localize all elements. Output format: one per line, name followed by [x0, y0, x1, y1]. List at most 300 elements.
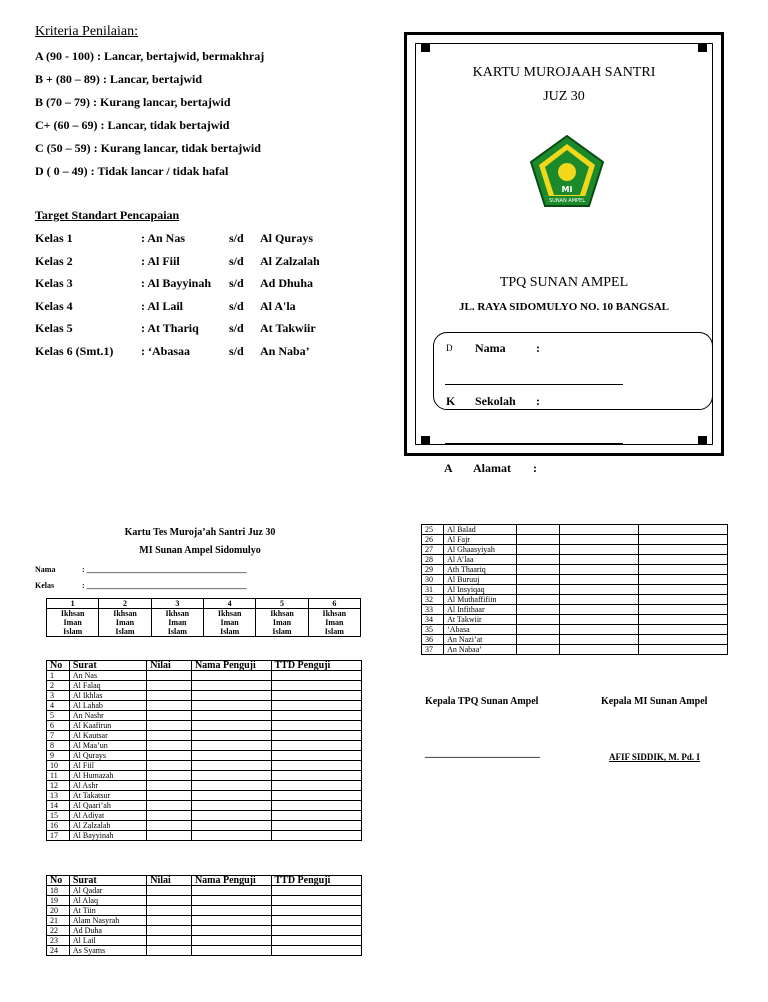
surah-number: 3: [47, 691, 70, 701]
surah-number: 36: [422, 635, 444, 645]
table-row: [47, 946, 362, 956]
empty-cell: [191, 896, 271, 906]
surah-name: Al Kaafirun: [69, 721, 146, 731]
alamat-colon: :: [533, 461, 537, 475]
surah-number: 5: [47, 711, 70, 721]
target-from: : Al Fiil: [141, 253, 180, 268]
criteria-row: B + (80 – 89) : Lancar, bertajwid: [35, 72, 203, 86]
empty-cell: [559, 525, 638, 535]
surah-name: Al Falaq: [69, 681, 146, 691]
target-title: Target Standart Pencapaian: [35, 208, 180, 222]
surah-number: 37: [422, 645, 444, 655]
empty-cell: [147, 821, 192, 831]
empty-cell: [191, 811, 271, 821]
table-row: [422, 615, 728, 625]
surah-table-c: [421, 524, 728, 655]
grade-text: Ikhsan: [322, 609, 347, 618]
empty-cell: [271, 906, 362, 916]
column-header: Surat: [69, 661, 146, 671]
empty-cell: [559, 645, 638, 655]
surah-name: Al Zalzalah: [69, 821, 146, 831]
grade-number: 1: [47, 599, 99, 609]
signature-left-line: _______________________: [425, 748, 540, 759]
table-row: [47, 896, 362, 906]
table-row: [422, 535, 728, 545]
empty-cell: [147, 831, 192, 841]
table-row: [47, 821, 362, 831]
column-header: No: [47, 876, 70, 886]
card-field-box: [433, 332, 713, 410]
surah-name: Ad Duha: [69, 926, 146, 936]
surah-name: Ath Thaariq: [444, 565, 517, 575]
table-row: [47, 711, 362, 721]
surah-number: 18: [47, 886, 70, 896]
empty-cell: [516, 585, 559, 595]
empty-cell: [271, 821, 362, 831]
empty-cell: [191, 691, 271, 701]
surah-name: An Nashr: [69, 711, 146, 721]
empty-cell: [559, 615, 638, 625]
empty-cell: [271, 886, 362, 896]
target-to: Al Qurays: [260, 231, 314, 245]
corner-ornament: [698, 43, 707, 52]
testcard-subtitle: MI Sunan Ampel Sidomulyo: [139, 545, 261, 556]
empty-cell: [191, 761, 271, 771]
empty-cell: [191, 741, 271, 751]
empty-cell: [191, 771, 271, 781]
card-subtitle: JUZ 30: [543, 89, 585, 104]
surah-name: Al Fajr: [444, 535, 517, 545]
table-row: [422, 625, 728, 635]
target-to: Al Zalzalah: [260, 253, 320, 268]
signature-right-title: Kepala MI Sunan Ampel: [601, 696, 708, 707]
empty-cell: [516, 525, 559, 535]
table-row: [47, 791, 362, 801]
surah-name: Al Qaari’ah: [69, 801, 146, 811]
card-address: JL. RAYA SIDOMULYO NO. 10 BANGSAL: [459, 301, 669, 313]
surah-name: Al Bayyinah: [69, 831, 146, 841]
grade-number: 2: [99, 599, 151, 609]
empty-cell: [271, 701, 362, 711]
surah-number: 17: [47, 831, 70, 841]
empty-cell: [147, 731, 192, 741]
empty-cell: [191, 906, 271, 916]
surah-number: 13: [47, 791, 70, 801]
surah-name: Al Alaq: [69, 896, 146, 906]
empty-cell: [638, 605, 727, 615]
empty-cell: [271, 801, 362, 811]
empty-cell: [559, 585, 638, 595]
empty-cell: [191, 926, 271, 936]
surah-name: At Takatsur: [69, 791, 146, 801]
grade-text: Ikhsan: [60, 609, 85, 618]
column-header: No: [47, 661, 70, 671]
grade-cell: [47, 609, 99, 637]
empty-cell: [271, 791, 362, 801]
target-sd: s/d: [229, 253, 244, 268]
empty-cell: [638, 565, 727, 575]
surah-number: 19: [47, 896, 70, 906]
grade-text: Iman: [325, 618, 344, 627]
empty-cell: [516, 565, 559, 575]
surah-name: Al Muthaffifiin: [444, 595, 517, 605]
corner-ornament: [421, 436, 430, 445]
surah-name: At Takwiir: [444, 615, 517, 625]
empty-cell: [559, 635, 638, 645]
empty-cell: [271, 761, 362, 771]
column-header: Nilai: [147, 661, 192, 671]
grade-table: [46, 598, 361, 637]
sekolah-colon: :: [536, 394, 540, 408]
testcard-nama-label: Nama: [35, 565, 56, 574]
target-sd: s/d: [229, 298, 244, 313]
grade-cell: [256, 609, 308, 637]
column-header: Nilai: [147, 876, 192, 886]
grade-text: Iman: [63, 618, 82, 627]
empty-cell: [147, 681, 192, 691]
surah-name: Al Fiil: [69, 761, 146, 771]
grade-cell: [99, 609, 151, 637]
empty-cell: [147, 886, 192, 896]
nama-prefix: D: [446, 343, 453, 353]
surah-number: 7: [47, 731, 70, 741]
surah-name: As Syams: [69, 946, 146, 956]
criteria-row: C+ (60 – 69) : Lancar, tidak bertajwid: [35, 118, 230, 132]
grade-text: Ikhsan: [113, 609, 137, 618]
target-to: At Takwiir: [260, 321, 316, 335]
card-title: KARTU MUROJAAH SANTRI: [472, 65, 656, 80]
surah-name: Al Infithaar: [444, 605, 517, 615]
grade-cell: [203, 609, 255, 637]
surah-number: 6: [47, 721, 70, 731]
nama-colon: :: [536, 341, 540, 355]
table-row: [47, 936, 362, 946]
corner-ornament: [698, 436, 707, 445]
criteria-row: A (90 - 100) : Lancar, bertajwid, bermakhraj: [35, 49, 265, 63]
empty-cell: [559, 625, 638, 635]
empty-cell: [147, 781, 192, 791]
surah-number: 34: [422, 615, 444, 625]
empty-cell: [638, 615, 727, 625]
surah-name: Al Insyiqaq: [444, 585, 517, 595]
grade-body-row: [47, 609, 361, 637]
empty-cell: [147, 801, 192, 811]
empty-cell: [191, 681, 271, 691]
surah-number: 1: [47, 671, 70, 681]
signature-left-title: Kepala TPQ Sunan Ampel: [425, 696, 539, 707]
surah-name: An Nas: [69, 671, 146, 681]
empty-cell: [147, 741, 192, 751]
empty-cell: [516, 545, 559, 555]
empty-cell: [147, 671, 192, 681]
grade-cell: [308, 609, 360, 637]
table-row: [422, 525, 728, 535]
testcard-kelas-line: : ________________________________________: [82, 581, 247, 590]
corner-ornament: [421, 43, 430, 52]
surah-number: 23: [47, 936, 70, 946]
grade-text: Ikhsan: [217, 609, 242, 618]
table-row: [47, 886, 362, 896]
empty-cell: [271, 721, 362, 731]
surah-number: 24: [47, 946, 70, 956]
empty-cell: [638, 535, 727, 545]
table-row: [47, 751, 362, 761]
surah-name: Al Lahab: [69, 701, 146, 711]
empty-cell: [559, 535, 638, 545]
empty-cell: [638, 545, 727, 555]
table-row: [422, 605, 728, 615]
table-row: [47, 831, 362, 841]
empty-cell: [147, 926, 192, 936]
column-header: TTD Penguji: [271, 661, 362, 671]
empty-cell: [147, 936, 192, 946]
target-to: Al A'la: [260, 298, 296, 313]
surah-number: 26: [422, 535, 444, 545]
grade-header-row: [47, 599, 361, 609]
svg-text:MI: MI: [561, 185, 573, 194]
surah-name: Al Maa’un: [69, 741, 146, 751]
surah-number: 25: [422, 525, 444, 535]
target-from: : Al Bayyinah: [141, 276, 212, 290]
empty-cell: [559, 555, 638, 565]
empty-cell: [191, 711, 271, 721]
empty-cell: [271, 751, 362, 761]
criteria-row: B (70 – 79) : Kurang lancar, bertajwid: [35, 95, 231, 109]
murojaah-card: [404, 32, 724, 456]
table-row: [47, 926, 362, 936]
table-row: [422, 565, 728, 575]
empty-cell: [147, 811, 192, 821]
grade-text: Islam: [167, 627, 187, 636]
empty-cell: [191, 731, 271, 741]
table-row: [47, 906, 362, 916]
empty-cell: [638, 645, 727, 655]
school-logo: [527, 132, 607, 224]
empty-cell: [271, 781, 362, 791]
surah-name: Al Ikhlas: [69, 691, 146, 701]
empty-cell: [147, 946, 192, 956]
sekolah-prefix: K: [446, 394, 456, 408]
empty-cell: [191, 701, 271, 711]
surah-number: 14: [47, 801, 70, 811]
surah-number: 21: [47, 916, 70, 926]
empty-cell: [559, 545, 638, 555]
surah-number: 4: [47, 701, 70, 711]
empty-cell: [271, 916, 362, 926]
surah-name: Al Humazah: [69, 771, 146, 781]
table-header-row: [47, 661, 362, 671]
empty-cell: [147, 721, 192, 731]
empty-cell: [147, 711, 192, 721]
target-sd: s/d: [229, 343, 244, 358]
target-sd: s/d: [229, 321, 244, 335]
surah-name: Al A’laa: [444, 555, 517, 565]
grade-text: Iman: [272, 618, 292, 627]
table-header-row: [47, 876, 362, 886]
empty-cell: [191, 831, 271, 841]
surah-number: 12: [47, 781, 70, 791]
table-row: [47, 681, 362, 691]
target-from: : ‘Abasaa: [141, 343, 191, 358]
empty-cell: [147, 791, 192, 801]
criteria-row: C (50 – 59) : Kurang lancar, tidak bertajwid: [35, 141, 261, 155]
table-row: [47, 761, 362, 771]
surah-name: Al Kautsar: [69, 731, 146, 741]
table-row: [422, 545, 728, 555]
table-row: [47, 691, 362, 701]
table-row: [422, 555, 728, 565]
grade-text: Ikhsan: [165, 609, 190, 618]
empty-cell: [271, 671, 362, 681]
nama-label: Nama: [475, 341, 506, 355]
table-row: [47, 811, 362, 821]
card-school-name: TPQ SUNAN AMPEL: [499, 275, 629, 290]
target-from: : An Nas: [141, 231, 186, 245]
grade-number: 6: [308, 599, 360, 609]
grade-text: Iman: [168, 618, 187, 627]
grade-cell: [151, 609, 203, 637]
empty-cell: [271, 896, 362, 906]
grade-number: 5: [256, 599, 308, 609]
testcard-title: Kartu Tes Muroja’ah Santri Juz 30: [124, 527, 276, 538]
target-kelas: Kelas 5: [35, 321, 73, 335]
surah-number: 9: [47, 751, 70, 761]
alamat-prefix: A: [444, 461, 453, 475]
grade-number: 3: [151, 599, 203, 609]
table-row: [47, 701, 362, 711]
table-row: [422, 585, 728, 595]
surah-name: Al Qadar: [69, 886, 146, 896]
empty-cell: [191, 886, 271, 896]
table-row: [422, 635, 728, 645]
alamat-label: Alamat: [473, 461, 511, 475]
surah-number: 30: [422, 575, 444, 585]
empty-cell: [271, 731, 362, 741]
svg-text:SUNAN AMPEL: SUNAN AMPEL: [548, 198, 586, 204]
surah-name: Al Lail: [69, 936, 146, 946]
surah-number: 22: [47, 926, 70, 936]
empty-cell: [191, 936, 271, 946]
empty-cell: [147, 691, 192, 701]
empty-cell: [271, 811, 362, 821]
empty-cell: [638, 575, 727, 585]
empty-cell: [271, 711, 362, 721]
surah-name: Al Balad: [444, 525, 517, 535]
surah-name: At Tiin: [69, 906, 146, 916]
table-row: [422, 575, 728, 585]
empty-cell: [516, 535, 559, 545]
table-row: [422, 645, 728, 655]
empty-cell: [147, 761, 192, 771]
table-row: [47, 741, 362, 751]
testcard-nama-line: : ________________________________________: [82, 565, 247, 574]
surah-name: An Nazi’at: [444, 635, 517, 645]
signature-right-name: AFIF SIDDIK, M. Pd. I: [609, 752, 700, 762]
target-kelas: Kelas 2: [35, 253, 73, 268]
target-kelas: Kelas 3: [35, 276, 73, 290]
empty-cell: [147, 751, 192, 761]
sekolah-label: Sekolah: [475, 394, 516, 408]
column-header: TTD Penguji: [271, 876, 362, 886]
target-sd: s/d: [229, 276, 244, 290]
surah-name: Al Ghaasyiyah: [444, 545, 517, 555]
empty-cell: [638, 635, 727, 645]
empty-cell: [191, 751, 271, 761]
empty-cell: [638, 555, 727, 565]
empty-cell: [271, 831, 362, 841]
column-header: Nama Penguji: [191, 876, 271, 886]
table-row: [47, 801, 362, 811]
surah-name: Al Qurays: [69, 751, 146, 761]
grade-text: Iman: [220, 618, 239, 627]
empty-cell: [559, 595, 638, 605]
grade-text: Ikhsan: [270, 609, 294, 618]
criteria-row: D ( 0 – 49) : Tidak lancar / tidak hafal: [35, 164, 229, 178]
empty-cell: [191, 946, 271, 956]
empty-cell: [191, 721, 271, 731]
surah-number: 10: [47, 761, 70, 771]
surah-name: Al Ashr: [69, 781, 146, 791]
empty-cell: [638, 585, 727, 595]
table-row: [47, 781, 362, 791]
grade-text: Islam: [63, 627, 83, 636]
surah-name: Al Buruuj: [444, 575, 517, 585]
empty-cell: [559, 575, 638, 585]
empty-cell: [191, 781, 271, 791]
surah-number: 28: [422, 555, 444, 565]
surah-name: An Nabaa’: [444, 645, 517, 655]
table-row: [47, 916, 362, 926]
empty-cell: [271, 926, 362, 936]
surah-table-b: [46, 875, 362, 956]
surah-number: 11: [47, 771, 70, 781]
target-from: : Al Lail: [141, 298, 184, 313]
empty-cell: [638, 525, 727, 535]
empty-cell: [638, 595, 727, 605]
grade-text: Islam: [220, 627, 240, 636]
empty-cell: [191, 791, 271, 801]
empty-cell: [516, 605, 559, 615]
empty-cell: [516, 555, 559, 565]
surah-number: 35: [422, 625, 444, 635]
empty-cell: [516, 595, 559, 605]
target-to: Ad Dhuha: [260, 276, 314, 290]
surah-number: 29: [422, 565, 444, 575]
empty-cell: [191, 671, 271, 681]
surah-number: 27: [422, 545, 444, 555]
empty-cell: [271, 681, 362, 691]
column-header: Nama Penguji: [191, 661, 271, 671]
empty-cell: [191, 821, 271, 831]
surah-number: 20: [47, 906, 70, 916]
grade-text: Islam: [115, 627, 135, 636]
sekolah-line: [445, 443, 623, 444]
empty-cell: [516, 645, 559, 655]
empty-cell: [191, 916, 271, 926]
empty-cell: [147, 771, 192, 781]
empty-cell: [271, 936, 362, 946]
empty-cell: [147, 906, 192, 916]
target-to: An Naba’: [260, 343, 310, 358]
surah-number: 16: [47, 821, 70, 831]
table-row: [47, 731, 362, 741]
criteria-title: Kriteria Penilaian:: [35, 24, 139, 39]
grade-number: 4: [203, 599, 255, 609]
grade-text: Islam: [324, 627, 344, 636]
empty-cell: [559, 605, 638, 615]
target-kelas: Kelas 1: [35, 231, 73, 245]
surah-number: 31: [422, 585, 444, 595]
